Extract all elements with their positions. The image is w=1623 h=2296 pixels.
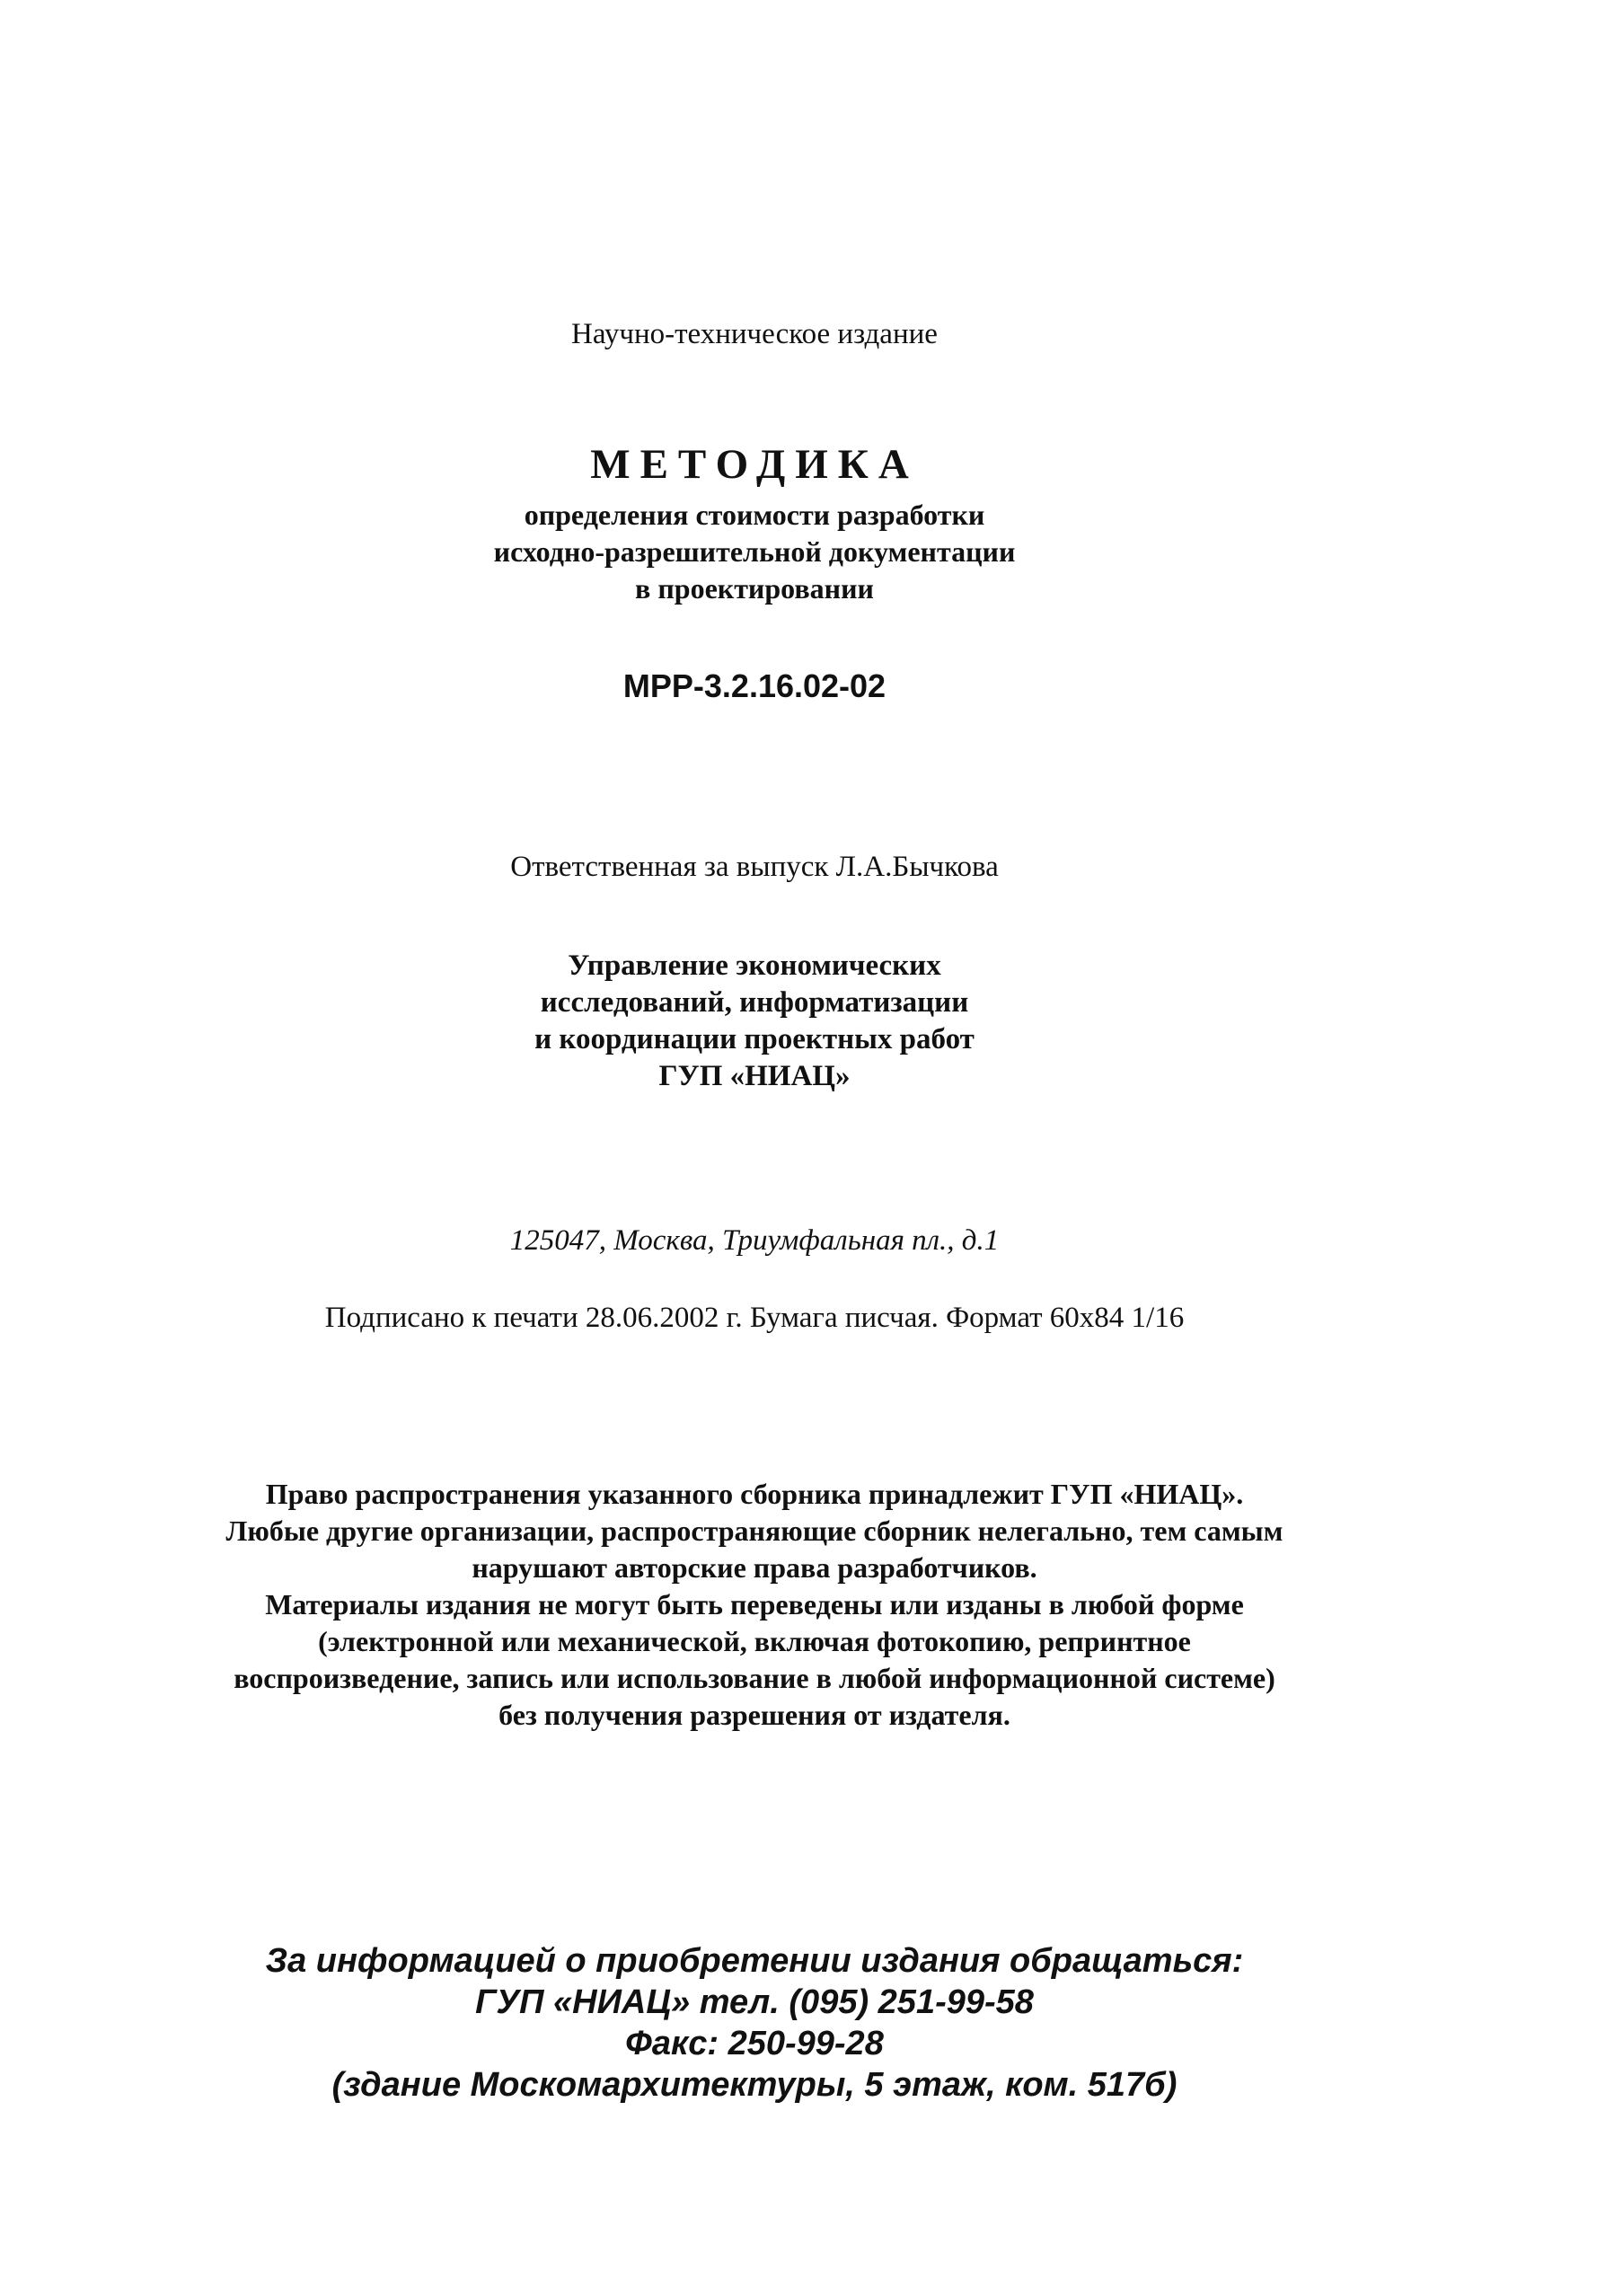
publication-type — [0, 316, 1509, 352]
responsible-person — [0, 849, 1509, 885]
copyright-line: нарушают авторские права разработчиков. — [472, 1551, 1037, 1584]
document-subtitle — [0, 497, 1509, 607]
department-line: ГУП «НИАЦ» — [658, 1060, 851, 1092]
copyright-notice — [0, 1476, 1509, 1734]
department-block — [0, 948, 1509, 1095]
document-code-text: МРР-3.2.16.02-02 — [622, 667, 886, 704]
copyright-line: Право распространения указанного сборника принадлежит ГУП «НИАЦ». — [265, 1478, 1244, 1510]
print-imprint — [0, 1300, 1509, 1336]
copyright-line: (электронной или механической, включая фотокопию, репринтное — [318, 1625, 1191, 1657]
subtitle-line: исходно-разрешительной документации — [493, 535, 1016, 568]
document-code — [0, 667, 1509, 706]
copyright-line: Материалы издания не могут быть переведены или изданы в любой форме — [265, 1588, 1244, 1620]
document-title — [0, 440, 1509, 489]
subtitle-line: в проектировании — [635, 572, 874, 605]
contact-line: Факс: 250-99-28 — [625, 2025, 884, 2062]
department-line: Управление экономических — [568, 949, 941, 982]
copyright-line: воспроизведение, запись или использование в любой информационной системе) — [234, 1662, 1275, 1694]
contact-line: ГУП «НИАЦ» тел. (095) 251-99-58 — [475, 1983, 1034, 2021]
subtitle-line: определения стоимости разработки — [524, 499, 985, 531]
contact-info — [0, 1940, 1509, 2106]
contact-line: За информацией о приобретении издания обращаться: — [265, 1942, 1244, 1980]
copyright-line: Любые другие организации, распространяющие сборник нелегально, тем самым — [225, 1514, 1283, 1547]
responsible-person-text: Ответственная за выпуск Л.А.Бычкова — [510, 851, 999, 883]
department-line: исследований, информатизации — [540, 986, 969, 1019]
publication-type-text: Научно-техническое издание — [571, 318, 938, 350]
contact-line: (здание Москомархитектуры, 5 этаж, ком. 517б) — [331, 2066, 1178, 2104]
publisher-address — [0, 1223, 1509, 1258]
department-line: и координации проектных работ — [534, 1023, 975, 1055]
copyright-line: без получения разрешения от издателя. — [498, 1699, 1010, 1731]
publisher-address-text: 125047, Москва, Триумфальная пл., д.1 — [509, 1224, 1000, 1257]
document-title-text: МЕТОДИКА — [590, 441, 919, 488]
print-imprint-text: Подписано к печати 28.06.2002 г. Бумага писчая. Формат 60х84 1/16 — [324, 1302, 1185, 1334]
